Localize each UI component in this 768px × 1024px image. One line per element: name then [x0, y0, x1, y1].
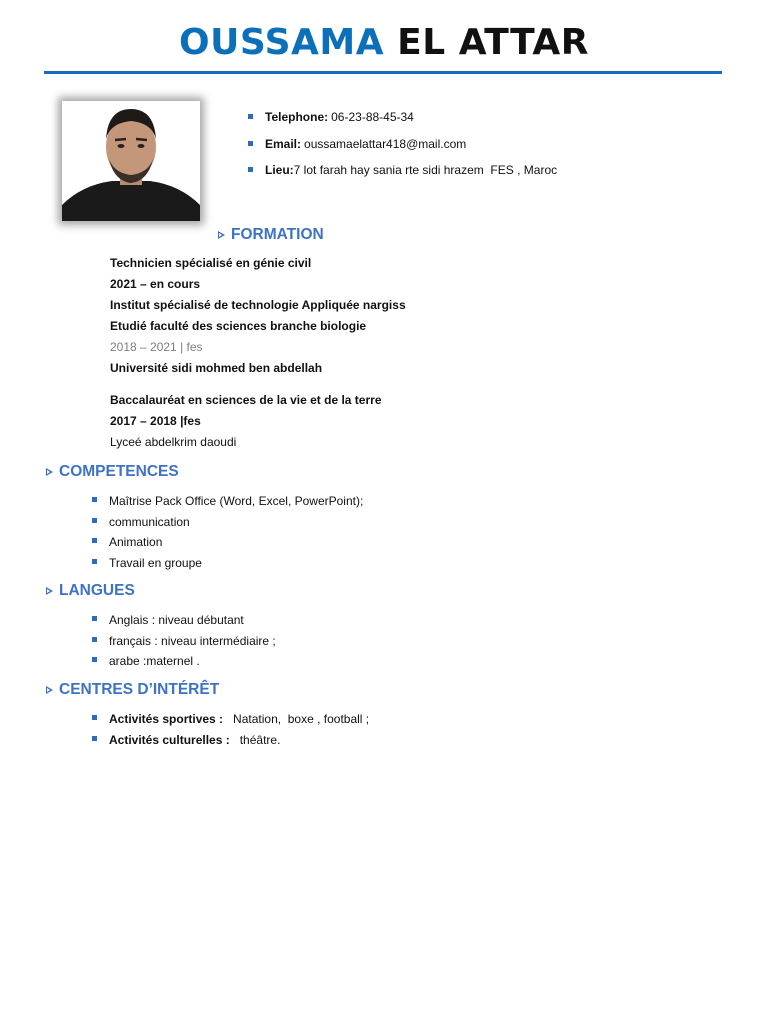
section-formation: [218, 226, 324, 244]
edu-line: Institut spécialisé de technologie Appliquée nargiss: [110, 298, 406, 312]
edu-line: 2018 – 2021 | fes: [110, 340, 203, 354]
contact-label: Telephone:: [265, 110, 329, 124]
list-item: français : niveau intermédiaire ;: [92, 634, 276, 655]
section-competences: [46, 463, 179, 481]
list-item: Travail en groupe: [92, 556, 363, 577]
list-item: Maîtrise Pack Office (Word, Excel, PowerPoint);: [92, 494, 363, 515]
square-bullet-icon: [248, 141, 253, 146]
contact-list: [248, 110, 557, 190]
contact-value: 7 lot farah hay sania rte sidi hrazem FES , Maroc: [293, 163, 558, 177]
edu-line: 2021 – en cours: [110, 277, 201, 291]
square-bullet-icon: [92, 637, 97, 642]
list-item: Activités culturelles : théâtre.: [92, 733, 369, 754]
square-bullet-icon: [92, 559, 97, 564]
square-bullet-icon: [92, 715, 97, 720]
formation-group-1: [110, 253, 406, 379]
contact-value: oussamaelattar418@mail.com: [304, 136, 467, 151]
contact-email: [248, 137, 557, 164]
last-name: EL ATTAR: [397, 22, 590, 63]
triangle-bullet-icon: [218, 231, 225, 239]
section-title: COMPETENCES: [59, 463, 179, 480]
list-item: arabe :maternel .: [92, 654, 276, 675]
section-title: FORMATION: [231, 226, 324, 243]
square-bullet-icon: [92, 497, 97, 502]
section-langues: [46, 582, 135, 600]
contact-value: 06-23-88-45-34: [331, 110, 414, 124]
triangle-bullet-icon: [46, 468, 53, 476]
square-bullet-icon: [92, 538, 97, 543]
square-bullet-icon: [92, 616, 97, 621]
list-item: Anglais : niveau débutant: [92, 613, 276, 634]
contact-phone: [248, 110, 557, 137]
square-bullet-icon: [92, 657, 97, 662]
edu-line: Etudié faculté des sciences branche biologie: [110, 319, 367, 333]
triangle-bullet-icon: [46, 686, 53, 694]
contact-location: [248, 163, 557, 190]
square-bullet-icon: [248, 167, 253, 172]
triangle-bullet-icon: [46, 587, 53, 595]
formation-group-2: [110, 390, 382, 453]
cv-name: [0, 22, 768, 63]
section-interets: [46, 681, 219, 699]
list-item: Animation: [92, 535, 363, 556]
interets-list: [92, 712, 369, 753]
edu-line: Université sidi mohmed ben abdellah: [110, 361, 323, 375]
profile-photo: [62, 101, 200, 221]
section-title: LANGUES: [59, 582, 135, 599]
edu-line: 2017 – 2018 |fes: [110, 414, 201, 428]
square-bullet-icon: [92, 518, 97, 523]
header-divider: [44, 71, 722, 74]
contact-label: Lieu:: [265, 163, 294, 177]
edu-line: Technicien spécialisé en génie civil: [110, 256, 312, 270]
contact-label: Email:: [265, 136, 302, 151]
edu-line: Baccalauréat en sciences de la vie et de la terre: [110, 393, 382, 407]
square-bullet-icon: [92, 736, 97, 741]
langues-list: [92, 613, 276, 675]
competences-list: [92, 494, 363, 576]
first-name: OUSSAMA: [178, 22, 385, 63]
list-item: communication: [92, 515, 363, 536]
square-bullet-icon: [248, 114, 253, 119]
edu-line: Lyceé abdelkrim daoudi: [110, 435, 237, 449]
section-title: CENTRES D’INTÉRÊT: [59, 681, 220, 698]
list-item: Activités sportives : Natation, boxe , football ;: [92, 712, 369, 733]
